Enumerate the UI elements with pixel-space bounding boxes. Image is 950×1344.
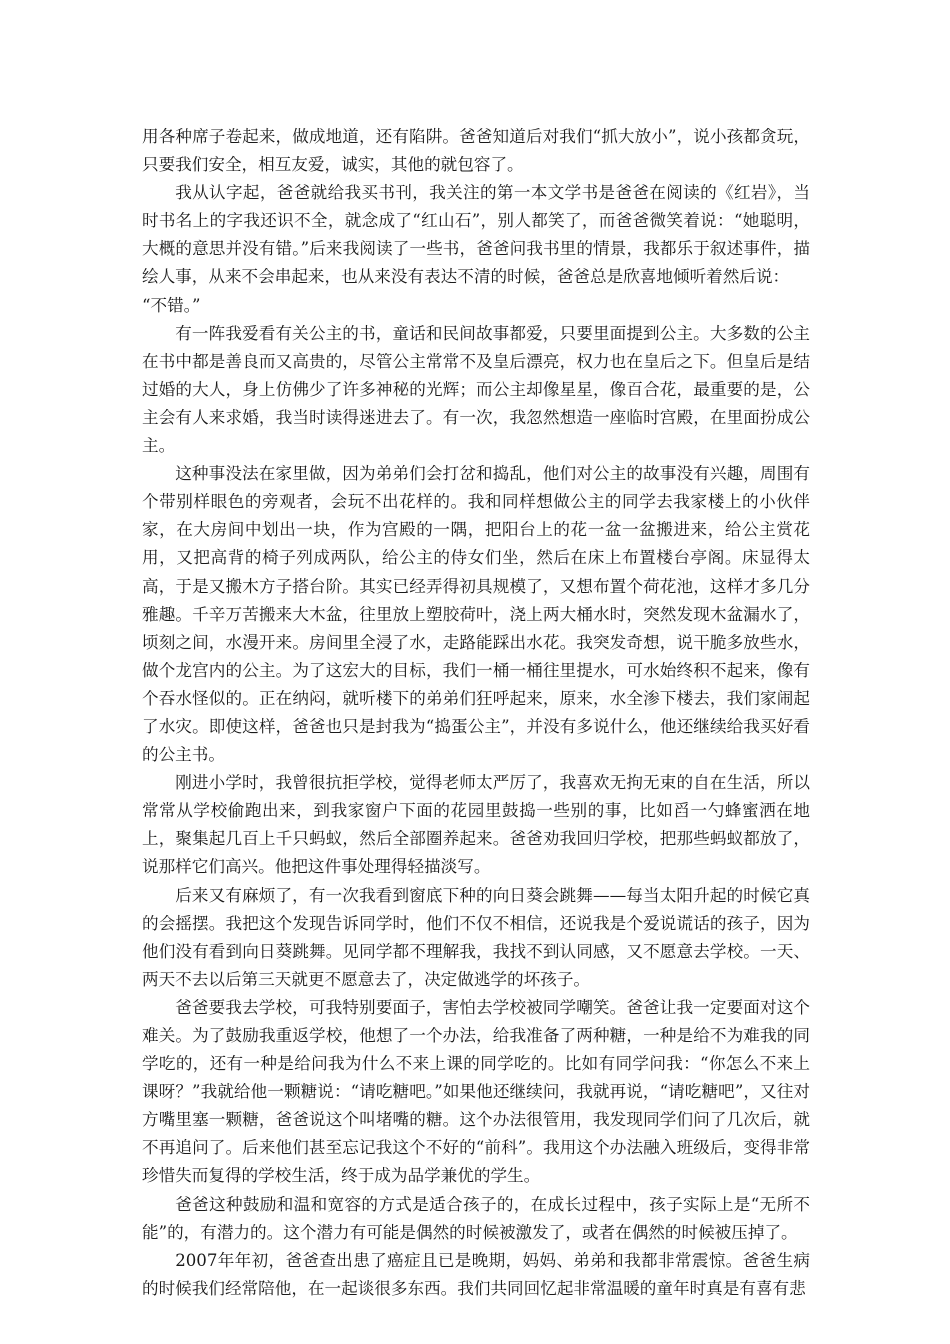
- paragraph-sunflower: 后来又有麻烦了，有一次我看到窗底下种的向日葵会跳舞——每当太阳升起的时候它真的会摇摆。我把这个发现告诉同学时，他们不仅不相信，还说我是个爱说谎话的孩子，因为他们没有看到向日葵跳舞。见同学都不理解我，我找不到认同感，又不愿意去学校。一天、两天不去以后第三天就更不愿意去了，决定做逃学的坏孩子。: [142, 885, 810, 989]
- article-body: [142, 123, 810, 1303]
- paragraph-encouragement: 爸爸这种鼓励和温和宽容的方式是适合孩子的，在成长过程中，孩子实际上是“无所不能”的，有潜力的。这个潜力有可能是偶然的时候被激发了，或者在偶然的时候被压掉了。: [142, 1194, 810, 1242]
- paragraph-candy: 爸爸要我去学校，可我特别要面子，害怕去学校被同学嘲笑。爸爸让我一定要面对这个难关。为了鼓励我重返学校，他想了一个办法，给我准备了两种糖，一种是给不为难我的同学吃的，还有一种是给问我为什么不来上课的同学吃的。比如有同学问我：“你怎么不来上课呀？”我就给他一颗糖说：“请吃糖吧。”如果他还继续问，我就再说，“请吃糖吧”，又往对方嘴里塞一颗糖，爸爸说这个叫堵嘴的糖。这个办法很管用，我发现同学们问了几次后，就不再追问了。后来他们甚至忘记我这个不好的“前科”。我用这个办法融入班级后，变得非常珍惜失而复得的学校生活，终于成为品学兼优的学生。: [142, 997, 810, 1186]
- paragraph-princess-books: 有一阵我爱看有关公主的书，童话和民间故事都爱，只要里面提到公主。大多数的公主在书中都是善良而又高贵的，尽管公主常常不及皇后漂亮，权力也在皇后之下。但皇后是结过婚的大人，身上仿佛少了许多神秘的光辉；而公主却像星星，像百合花，最重要的是，公主会有人来求婚，我当时读得迷进去了。有一次，我忽然想造一座临时宫殿，在里面扮成公主。: [142, 323, 810, 456]
- paragraph-reading: 我从认字起，爸爸就给我买书刊，我关注的第一本文学书是爸爸在阅读的《红岩》，当时书名上的字我还识不全，就念成了“红山石”，别人都笑了，而爸爸微笑着说：“她聪明，大概的意思并没有错。”后来我阅读了一些书，爸爸问我书里的情景，我都乐于叙述事件，描绘人事，从来不会串起来，也从来没有表达不清的时候，爸爸总是欣喜地倾听着然后说：: [142, 183, 810, 287]
- paragraph-illness: 2007年年初，爸爸查出患了癌症且已是晚期，妈妈、弟弟和我都非常震惊。爸爸生病的时候我们经常陪他，在一起谈很多东西。我们共同回忆起非常温暖的童年时真是有喜有悲: [142, 1250, 810, 1298]
- paragraph-school-start: 刚进小学时，我曾很抗拒学校，觉得老师太严厉了，我喜欢无拘无束的自在生活，所以常常从学校偷跑出来，到我家窗户下面的花园里鼓捣一些别的事，比如舀一勺蜂蜜洒在地上，聚集起几百上千只蚂蚁，然后全部圈养起来。爸爸劝我回归学校，把那些蚂蚁都放了，说那样它们高兴。他把这件事处理得轻描淡写。: [142, 773, 810, 877]
- paragraph-palace: 这种事没法在家里做，因为弟弟们会打岔和捣乱，他们对公主的故事没有兴趣，周围有个带别样眼色的旁观者，会玩不出花样的。我和同样想做公主的同学去我家楼上的小伙伴家，在大房间中划出一块，作为宫殿的一隅，把阳台上的花一盆一盆搬进来，给公主赏花用，又把高背的椅子列成两队，给公主的侍女们坐，然后在床上布置楼台亭阁。床显得太高，于是又搬木方子搭台阶。其实已经弄得初具规模了，又想布置个荷花池，这样才多几分雅趣。千辛万苦搬来大木盆，往里放上塑胶荷叶，浇上两大桶水时，突然发现木盆漏水了，顷刻之间，水漫开来。房间里全浸了水，走路能踩出水花。我突发奇想，说干脆多放些水，做个龙宫内的公主。为了这宏大的目标，我们一桶一桶往里提水，可水始终积不起来，像有个吞水怪似的。正在纳闷，就听楼下的弟弟们狂呼起来，原来，水全渗下楼去，我们家闹起了水灾。即使这样，爸爸也只是封我为“捣蛋公主”，并没有多说什么，他还继续给我买好看的公主书。: [142, 464, 810, 765]
- paragraph-quote: “不错。”: [142, 295, 201, 315]
- paragraph-continued: 用各种席子卷起来，做成地道，还有陷阱。爸爸知道后对我们“抓大放小”，说小孩都贪玩，只要我们安全，相互友爱，诚实，其他的就包容了。: [142, 127, 810, 175]
